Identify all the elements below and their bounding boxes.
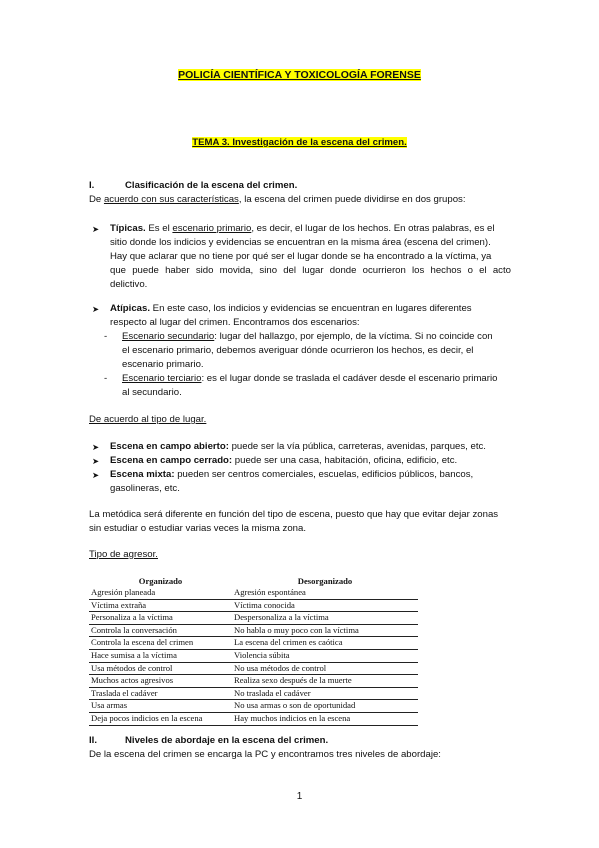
bullet-arrow-icon: ➤ — [92, 456, 100, 466]
table-cell: Violencia súbita — [232, 649, 418, 662]
lugar-mixta-line-1: Escena mixta: pueden ser centros comerciales, escuelas, edificios públicos, bancos, — [110, 469, 474, 480]
table-row — [89, 587, 418, 599]
table-cell: No traslada el cadáver — [232, 687, 418, 700]
tipicas-line-5: delictivo. — [110, 279, 148, 290]
table-row — [89, 624, 418, 637]
document-title: POLICÍA CIENTÍFICA Y TOXICOLOGÍA FORENSE — [178, 69, 421, 81]
topic-title: TEMA 3. Investigación de la escena del crimen. — [192, 137, 407, 148]
atipicas-line-1: Atípicas. En este caso, los indicios y evidencias se encuentran en lugares diferentes — [110, 303, 472, 314]
metodica-line-2: sin estudiar o estudiar varias veces la misma zona. — [89, 523, 307, 534]
table-cell: Deja pocos indicios en la escena — [89, 712, 232, 725]
section-1-title: Clasificación de la escena del crimen. — [125, 180, 298, 191]
table-cell: No usa armas o son de oportunidad — [232, 700, 418, 713]
dash-bullet: - — [104, 373, 108, 384]
table-row — [89, 637, 418, 650]
table-cell: No habla o muy poco con la víctima — [232, 624, 418, 637]
table-row — [89, 662, 418, 675]
table-cell: Hace sumisa a la víctima — [89, 649, 232, 662]
bullet-arrow-icon: ➤ — [92, 224, 100, 234]
table-cell: Personaliza a la víctima — [89, 612, 232, 625]
table-cell: Traslada el cadáver — [89, 687, 232, 700]
table-header-organizado: Organizado — [138, 575, 183, 586]
tipicas-line-2: sitio donde los indicios y evidencias se encuentran en la misma área (escena del crimen). — [110, 237, 491, 248]
table-row — [89, 687, 418, 700]
table-row — [89, 612, 418, 625]
table-cell: Hay muchos indicios en la escena — [232, 712, 418, 725]
table-cell: No usa métodos de control — [232, 662, 418, 675]
lugar-abierto: Escena en campo abierto: puede ser la vía pública, carreteras, avenidas, parques, etc. — [110, 441, 486, 452]
table-header-row — [89, 574, 418, 587]
escenario-secundario-line-3: escenario primario. — [122, 359, 204, 370]
table-header-desorganizado: Desorganizado — [297, 575, 353, 586]
page-number: 1 — [296, 791, 303, 802]
lugar-heading: De acuerdo al tipo de lugar. — [89, 414, 207, 425]
table-cell: Controla la escena del crimen — [89, 637, 232, 650]
table-cell: Controla la conversación — [89, 624, 232, 637]
table-row — [89, 712, 418, 725]
escenario-terciario-line-1: Escenario terciario: es el lugar donde se traslada el cadáver desde el escenario primario — [122, 373, 498, 384]
table-cell: Agresión espontánea — [232, 587, 418, 599]
atipicas-line-2: respecto al lugar del crimen. Encontramos dos escenarios: — [110, 317, 360, 328]
bullet-arrow-icon: ➤ — [92, 304, 100, 314]
tipicas-line-1: Típicas. Es el escenario primario, es decir, el lugar de los hechos. En otras palabras, es el — [110, 223, 495, 234]
section-2-title: Niveles de abordaje en la escena del crimen. — [125, 735, 329, 746]
tipicas-line-3: Hay que aclarar que no tiene por qué ser el lugar donde se ha encontrado a la víctima, ya — [110, 251, 492, 262]
table-cell: Realiza sexo después de la muerte — [232, 675, 418, 688]
agresor-heading: Tipo de agresor. — [89, 549, 158, 560]
section-1-number: I. — [89, 180, 95, 191]
table-cell: Víctima conocida — [232, 599, 418, 612]
metodica-line-1: La metódica será diferente en función del tipo de escena, puesto que hay que evitar dejar zonas — [89, 509, 499, 520]
escenario-secundario-line-1: Escenario secundario: lugar del hallazgo, por ejemplo, de la víctima. Si no coincide con — [122, 331, 493, 342]
table-row — [89, 700, 418, 713]
table-cell: Muchos actos agresivos — [89, 675, 232, 688]
agresor-table — [89, 574, 418, 726]
table-cell: Despersonaliza a la víctima — [232, 612, 418, 625]
table-cell: La escena del crimen es caótica — [232, 637, 418, 650]
bullet-arrow-icon: ➤ — [92, 470, 100, 480]
bullet-arrow-icon: ➤ — [92, 442, 100, 452]
table-row — [89, 649, 418, 662]
escenario-secundario-line-2: el escenario primario, debemos averiguar dónde ocurrieron los hechos, es decir, el — [122, 345, 474, 356]
lugar-mixta-line-2: gasolineras, etc. — [110, 483, 180, 494]
section-2-intro: De la escena del crimen se encarga la PC y encontramos tres niveles de abordaje: — [89, 749, 441, 760]
table-cell: Usa métodos de control — [89, 662, 232, 675]
escenario-terciario-line-2: al secundario. — [122, 387, 182, 398]
table-cell: Víctima extraña — [89, 599, 232, 612]
table-cell: Agresión planeada — [89, 587, 232, 599]
table-cell: Usa armas — [89, 700, 232, 713]
lugar-cerrado: Escena en campo cerrado: puede ser una casa, habitación, oficina, edificio, etc. — [110, 455, 458, 466]
dash-bullet: - — [104, 331, 108, 342]
section-2-number: II. — [89, 735, 97, 746]
table-row — [89, 675, 418, 688]
section-1-intro: De acuerdo con sus características, la escena del crimen puede dividirse en dos grupos: — [89, 194, 466, 205]
tipicas-line-4: que puede haber sido movida, sino del lugar donde ocurrieron los hechos o el acto — [110, 265, 511, 276]
table-row — [89, 599, 418, 612]
